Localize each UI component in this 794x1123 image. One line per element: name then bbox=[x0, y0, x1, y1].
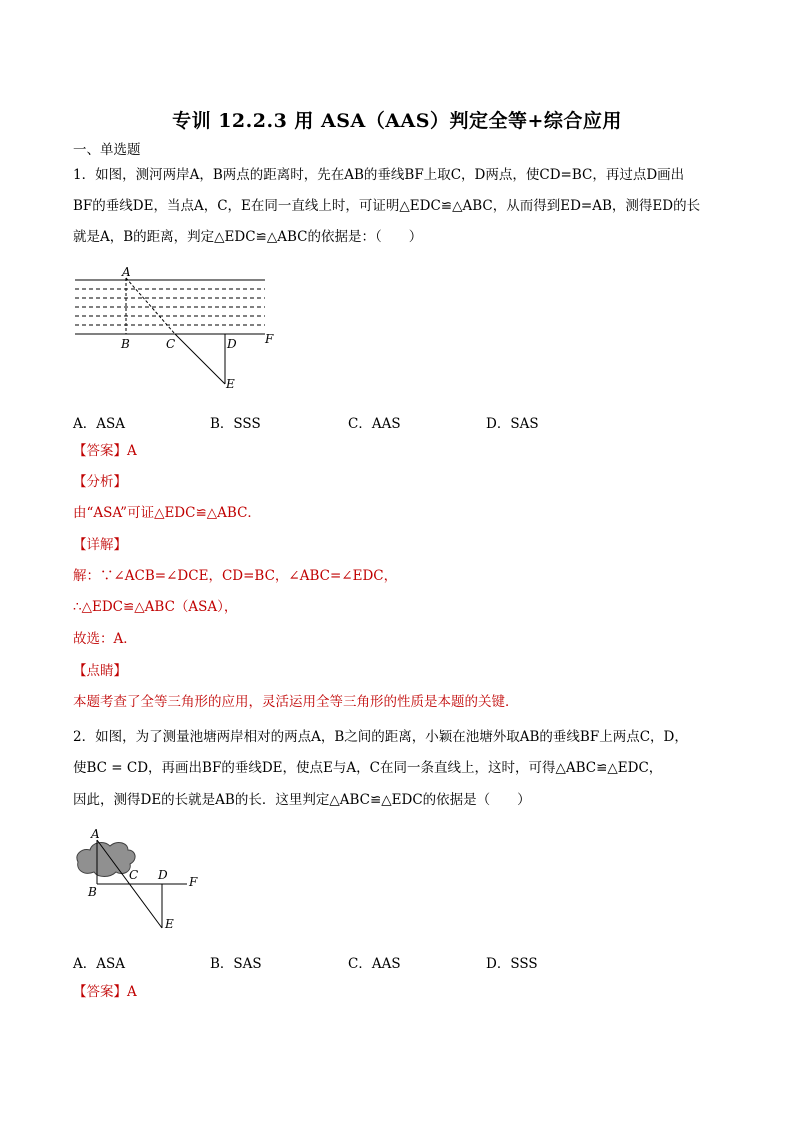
q2-stem-line-1: 2．如图，为了测量池塘两岸相对的两点A，B之间的距离，小颖在池塘外取AB的垂线BF上两点C，D， bbox=[73, 729, 688, 745]
pond-shape bbox=[77, 843, 135, 877]
q2-pond-figure bbox=[70, 826, 220, 938]
q1-analysis: 由“ASA”可证△EDC≌△ABC． bbox=[73, 505, 261, 521]
q2-option-b: B．SAS bbox=[210, 956, 262, 972]
q1-fig-label-d: D bbox=[227, 337, 237, 351]
q2-fig-label-c: C bbox=[129, 868, 139, 882]
q1-answer: 【答案】A bbox=[73, 443, 137, 459]
page-title: 专训 12.2.3 用 ASA（AAS）判定全等+综合应用 bbox=[172, 110, 622, 132]
q1-comment: 本题考查了全等三角形的应用，灵活运用全等三角形的性质是本题的关键． bbox=[73, 694, 519, 710]
q1-option-a: A．ASA bbox=[73, 416, 125, 432]
q1-stem-line-2: BF的垂线DE，当点A，C，E在同一直线上时，可证明△EDC≌△ABC，从而得到ED=AB，测得ED的长 bbox=[73, 198, 701, 214]
q1-fig-label-a: A bbox=[122, 265, 131, 279]
q1-fig-label-c: C bbox=[166, 337, 176, 351]
section-heading: 一、单选题 bbox=[73, 142, 141, 158]
q2-fig-label-a: A bbox=[91, 827, 100, 841]
q1-option-c: C．AAS bbox=[348, 416, 401, 432]
q1-analysis-tag: 【分析】 bbox=[73, 474, 127, 490]
q1-option-d: D．SAS bbox=[486, 416, 539, 432]
q2-answer: 【答案】A bbox=[73, 984, 137, 1000]
q2-stem-line-3: 因此，测得DE的长就是AB的长．这里判定△ABC≌△EDC的依据是（ ） bbox=[73, 792, 531, 808]
q1-option-b: B．SSS bbox=[210, 416, 261, 432]
q2-fig-label-b: B bbox=[88, 885, 97, 899]
q1-stem-line-1: 1．如图，测河两岸A，B两点的距离时，先在AB的垂线BF上取C，D两点，使CD=BC，再过点D画出 bbox=[73, 167, 685, 183]
q2-fig-label-d: D bbox=[158, 868, 168, 882]
q1-stem-line-3: 就是A，B的距离，判定△EDC≌△ABC的依据是：（ ） bbox=[73, 229, 423, 245]
q1-detail-tag: 【详解】 bbox=[73, 537, 127, 553]
q2-option-d: D．SSS bbox=[486, 956, 538, 972]
q1-river-figure bbox=[70, 262, 290, 392]
q1-fig-label-f: F bbox=[265, 332, 274, 346]
q2-fig-label-e: E bbox=[165, 917, 174, 931]
q1-fig-label-b: B bbox=[121, 337, 130, 351]
q2-option-a: A．ASA bbox=[73, 956, 125, 972]
q2-option-c: C．AAS bbox=[348, 956, 401, 972]
q1-detail-line-1: 解：∵∠ACB=∠DCE，CD=BC，∠ABC=∠EDC， bbox=[73, 568, 398, 584]
q1-fig-label-e: E bbox=[226, 377, 235, 391]
q1-detail-line-2: ∴△EDC≌△ABC（ASA）， bbox=[73, 599, 238, 615]
q2-fig-label-f: F bbox=[189, 875, 198, 889]
q2-stem-line-2: 使BC = CD，再画出BF的垂线DE，使点E与A，C在同一条直线上，这时，可得△ABC≌△EDC， bbox=[73, 760, 663, 776]
q1-comment-tag: 【点睛】 bbox=[73, 663, 127, 679]
q1-detail-line-3: 故选：A． bbox=[73, 631, 137, 647]
